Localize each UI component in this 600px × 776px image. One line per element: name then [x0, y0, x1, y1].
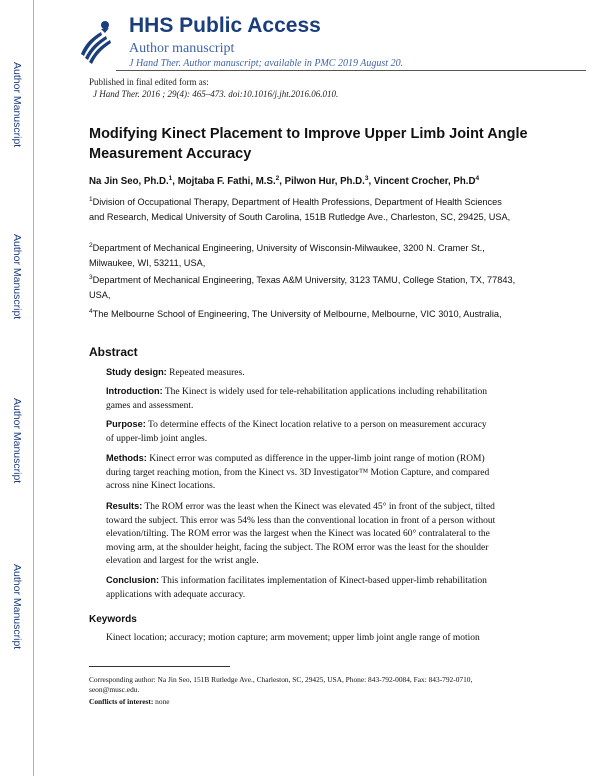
abstract-conclusion [106, 574, 496, 602]
conflicts-of-interest [89, 697, 509, 707]
abstract-methods [106, 452, 496, 494]
section-text: The ROM error was the least when the Kinect was elevated 45° in front of the subject, tilted toward the subject. This error was 54% less than the conventional location in front of a person without elevation/tilting. The ROM error was the largest when the Kinect was located 60° contralateral to the moving arm, at the shoulder height, facing the subject. The ROM error was the least for the shoulder elevation and largest for the wrist angle. [106, 502, 496, 566]
affiliation-3 [89, 270, 519, 303]
author-sup: 4 [475, 175, 480, 182]
section-text: This information facilitates implementation of Kinect-based upper-limb rehabilitation applications with adequate accuracy. [106, 576, 487, 600]
affiliation-sup: 4 [89, 308, 93, 315]
abstract-results [106, 500, 496, 569]
corresponding-author: Corresponding author: Na Jin Seo, 151B Rutledge Ave., Charleston, SC, 29425, USA, Phone: 843-792-0084, Fax: 843-792-0710, seon@musc.edu. [89, 675, 473, 694]
sidebar-divider [33, 0, 34, 776]
keywords-text: Kinect location; accuracy; motion capture; arm movement; upper limb joint angle range of motion [106, 633, 480, 643]
author-sup: 2 [275, 175, 280, 182]
author-name: Na Jin Seo, Ph.D. [89, 176, 169, 187]
author-list: Na Jin Seo, Ph.D.$^1$, Mojtaba F. Fathi, M.S.$^2$, Pilwon Hur, Ph.D.$^3$, Vincent Crocher, $Ph.D^4$ [89, 175, 480, 187]
section-label: Conclusion: [106, 575, 160, 585]
affiliation-text: Department of Mechanical Engineering, Texas A&M University, 3123 TAMU, College Station, TX, 77843, USA, [89, 275, 516, 300]
section-text: The Kinect is widely used for tele-rehabilitation applications including rehabilitation games and assessment. [106, 387, 487, 411]
section-label: Results: [106, 501, 143, 511]
sidebar-label-1: Author Manuscript [11, 62, 23, 148]
conflicts-label: Conflicts of interest: [89, 697, 154, 706]
section-text: Kinect error was computed as difference in the upper-limb joint range of motion (ROM) during target reaching motion, from the Kinect vs. 3D Investigator™ Motion Capture, and compared across nine Kinect locations. [106, 454, 490, 491]
header-rule [116, 70, 586, 71]
abstract-study-design [106, 366, 496, 381]
affiliation-text: Department of Mechanical Engineering, University of Wisconsin-Milwaukee, 3200 N. Cramer St., Milwaukee, WI, 53211, USA, [89, 243, 485, 268]
affiliation-sup: 3 [89, 274, 93, 281]
author-name: Mojtaba F. Fathi, M.S. [177, 176, 276, 187]
section-text: To determine effects of the Kinect location relative to a person on measurement accuracy of upper-limb joint angles. [106, 420, 487, 444]
author-name: Vincent Crocher, Ph.D [373, 176, 476, 187]
sidebar-label-2: Author Manuscript [11, 234, 23, 320]
abstract-heading: Abstract [89, 345, 138, 359]
footnote-rule [89, 666, 230, 667]
affiliation-sup: 2 [89, 242, 93, 249]
abstract-purpose [106, 418, 496, 446]
affiliation-sup: 1 [89, 196, 93, 203]
affiliation-1 [89, 192, 519, 225]
section-label: Study design: [106, 367, 167, 377]
article-title: Modifying Kinect Placement to Improve Upper Limb Joint Angle Measurement Accuracy [89, 126, 528, 162]
conflicts-value: none [155, 697, 170, 706]
sidebar-label-4: Author Manuscript [11, 564, 23, 650]
hhs-subtitle: Author manuscript [129, 41, 235, 56]
section-text: Repeated measures. [169, 368, 245, 378]
publication-intro: Published in final edited form as: [89, 77, 209, 87]
author-sup: 1 [168, 175, 173, 182]
publication-info [89, 76, 338, 100]
publication-citation: J Hand Ther. 2016 ; 29(4): 465–473. doi:10.1016/j.jht.2016.06.010. [93, 89, 339, 99]
affiliation-2 [89, 238, 519, 271]
affiliation-text: Division of Occupational Therapy, Department of Health Professions, Department of Health Sciences and Research, Medical University of South Carolina, 151B Rutledge Ave., Charleston, SC, 29425, USA, [89, 197, 511, 222]
hhs-eagle-logo-icon [75, 14, 115, 66]
affiliation-text: The Melbourne School of Engineering, The University of Melbourne, Melbourne, VIC 3010, Australia, [92, 309, 502, 319]
keywords-heading: Keywords [89, 614, 137, 625]
hhs-title: HHS Public Access [129, 14, 321, 37]
section-label: Purpose: [106, 419, 146, 429]
abstract-introduction [106, 385, 496, 413]
section-label: Methods: [106, 453, 147, 463]
affiliation-4 [89, 304, 519, 322]
sidebar-label-3: Author Manuscript [11, 398, 23, 484]
author-name: Pilwon Hur, Ph.D. [284, 176, 365, 187]
section-label: Introduction: [106, 386, 163, 396]
hhs-citation: J Hand Ther. Author manuscript; available in PMC 2019 August 20. [129, 58, 404, 69]
author-sup: 3 [364, 175, 369, 182]
